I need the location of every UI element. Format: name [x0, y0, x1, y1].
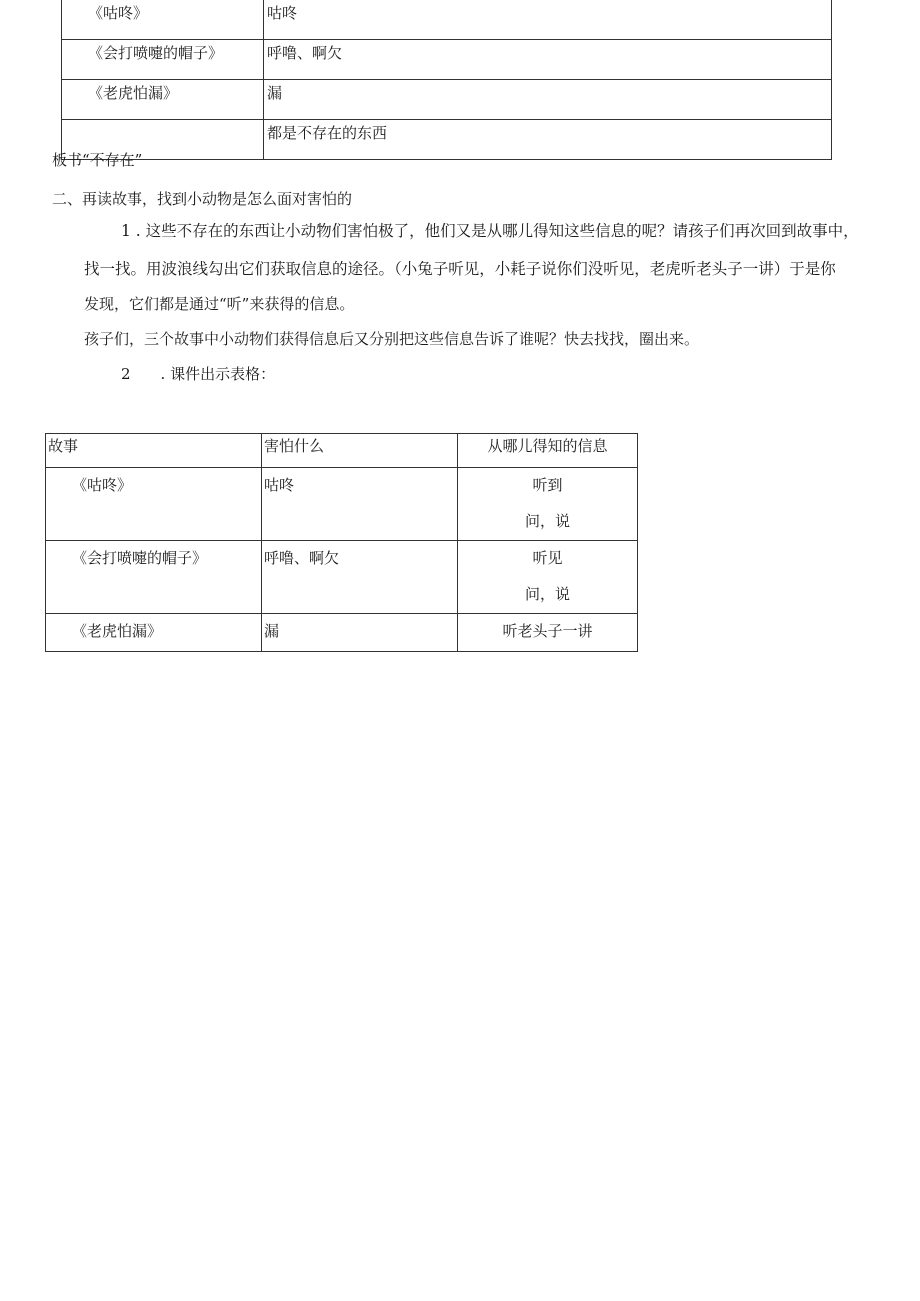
- fear-cell: 漏: [262, 614, 458, 652]
- source-cell: [458, 468, 638, 541]
- table-row: [46, 541, 638, 614]
- header-source: 从哪儿得知的信息: [458, 434, 638, 468]
- source-line-2: 问，说: [524, 512, 570, 530]
- story-cell: 《会打喷嚏的帽子》: [46, 541, 262, 614]
- table-row: [62, 40, 832, 80]
- table-row: [62, 120, 832, 160]
- top-table: [61, 0, 832, 160]
- source-cell: [458, 541, 638, 614]
- fear-cell: 咕咚: [264, 0, 832, 40]
- fear-cell: 都是不存在的东西: [264, 120, 832, 160]
- story-cell: 《老虎怕漏》: [62, 80, 264, 120]
- fear-cell: 呼噜、啊欠: [262, 541, 458, 614]
- table-row: [46, 614, 638, 652]
- item-1-line-3: 发现，它们都是通过“听”来获得的信息。: [84, 295, 355, 313]
- item-1-line-2: 找一找。用波浪线勾出它们获取信息的途径。（小兔子听见，小耗子说你们没听见，老虎听老头子一讲）于是你: [84, 260, 836, 278]
- source-cell: [458, 614, 638, 652]
- fear-cell: 咕咚: [262, 468, 458, 541]
- table-header-row: [46, 434, 638, 468]
- header-story: 故事: [46, 434, 262, 468]
- source-line-1: 听到: [532, 476, 563, 494]
- children-paragraph: 孩子们，三个故事中小动物们获得信息后又分别把这些信息告诉了谁呢？快去找找，圈出来。: [84, 330, 700, 348]
- board-note: 板书“不存在”: [52, 151, 143, 169]
- story-cell: 《老虎怕漏》: [46, 614, 262, 652]
- source-line-1: 听见: [532, 549, 563, 567]
- table-row: [62, 80, 832, 120]
- story-cell: 《会打喷嚏的帽子》: [62, 40, 264, 80]
- item-1-line-1: 1 . 这些不存在的东西让小动物们害怕极了，他们又是从哪儿得知这些信息的呢？请孩子们再次回到故事中，: [121, 222, 859, 240]
- story-cell: 《咕咚》: [62, 0, 264, 40]
- table-row: [46, 468, 638, 541]
- header-fear: 害怕什么: [262, 434, 458, 468]
- bottom-table: [45, 433, 638, 652]
- section-heading: 二、再读故事，找到小动物是怎么面对害怕的: [52, 190, 353, 208]
- source-line-1: 听老头子一讲: [502, 622, 593, 640]
- table-row: [62, 0, 832, 40]
- item-2: 2 . 课件出示表格：: [121, 365, 276, 383]
- fear-cell: 漏: [264, 80, 832, 120]
- source-line-2: 问，说: [524, 585, 570, 603]
- story-cell: 《咕咚》: [46, 468, 262, 541]
- fear-cell: 呼噜、啊欠: [264, 40, 832, 80]
